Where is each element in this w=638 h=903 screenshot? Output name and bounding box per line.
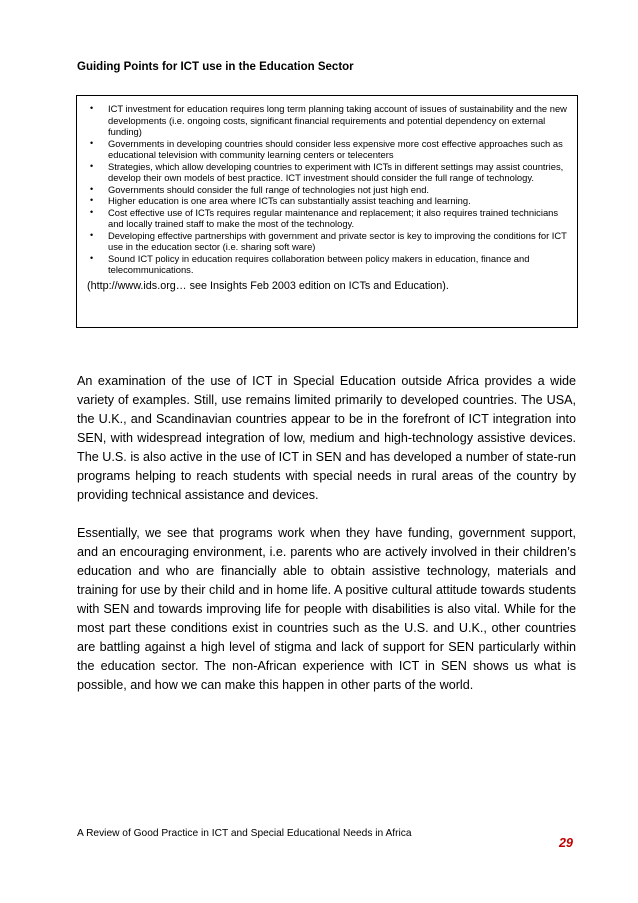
bullet-icon: •: [90, 160, 94, 171]
section-heading: Guiding Points for ICT use in the Education Sector: [77, 61, 354, 73]
list-item: [87, 103, 567, 138]
list-item: [87, 253, 567, 276]
bullet-icon: •: [90, 195, 94, 205]
footer-text: A Review of Good Practice in ICT and Special Educational Needs in Africa: [77, 828, 412, 839]
bullet-icon: •: [90, 252, 94, 263]
list-item-text: Cost effective use of ICTs requires regular maintenance and replacement; it also requires trained technicians and locally trained staff to make the most of the technology.: [108, 206, 559, 229]
list-item-text: Sound ICT policy in education requires collaboration between policy makers in education, finance and telecommunications.: [108, 252, 530, 275]
bullet-icon: •: [90, 229, 94, 240]
bullet-icon: •: [90, 137, 94, 148]
bullet-icon: •: [90, 206, 94, 217]
list-item-text: Strategies, which allow developing countries to experiment with ICTs in different settings may assist countries, develop their own models of best practice. ICT investment should consider the full range of technology.: [108, 160, 564, 183]
list-item: [87, 207, 567, 230]
list-item: [87, 161, 567, 184]
list-item: [87, 184, 567, 196]
source-citation: (http://www.ids.org… see Insights Feb 2003 edition on ICTs and Education).: [87, 279, 449, 292]
guiding-points-list: [87, 103, 567, 276]
list-item-text: Governments in developing countries should consider less expensive more cost effective approaches such as educational television with community learning centers or telecenters: [108, 137, 563, 160]
list-item-text: Governments should consider the full range of technologies not just high end.: [108, 183, 430, 195]
list-item: [87, 195, 567, 207]
page-number: 29: [559, 836, 573, 850]
list-item: [87, 230, 567, 253]
guiding-points-box: [76, 95, 578, 328]
list-item-text: Developing effective partnerships with government and private sector is key to improving the conditions for ICT use in the education sector (i.e. sharing soft ware): [108, 229, 567, 252]
body-paragraph: Essentially, we see that programs work when they have funding, government support, and an encouraging environment, i.e. parents who are actively involved in their children’s education and who are financially able to obtain assistive technology, materials and training for use by their child and in home life. A positive cultural attitude towards students with SEN and towards improving life for people with disabilities is also vital. While for the most part these conditions exist in countries such as the U.S. and U.K., other countries are battling against a high level of stigma and lack of support for SEN particularly within the education sector. The non-African experience with ICT in SEN shows us what is possible, and how we can make this happen in other parts of the world.: [77, 526, 576, 692]
list-item-text: ICT investment for education requires long term planning taking account of issues of sustainability and the new developments (i.e. ongoing costs, significant financial requirements and potential dependency on external funding): [108, 103, 567, 137]
bullet-icon: •: [90, 183, 94, 194]
body-paragraph: An examination of the use of ICT in Special Education outside Africa provides a wide variety of examples. Still, use remains limited primarily to developed countries. The USA, the U.K., and Scandinavian countries appear to be in the forefront of ICT integration into SEN, with widespread integration of low, medium and high-technology assistive devices. The U.S. is also active in the use of ICT in SEN and has developed a number of state-run programs helping to reach students with special needs in rural areas of the country by providing technical assistance and devices.: [77, 374, 576, 502]
list-item-text: Higher education is one area where ICTs can substantially assist teaching and learning.: [108, 195, 471, 206]
list-item: [87, 138, 567, 161]
bullet-icon: •: [90, 103, 94, 113]
